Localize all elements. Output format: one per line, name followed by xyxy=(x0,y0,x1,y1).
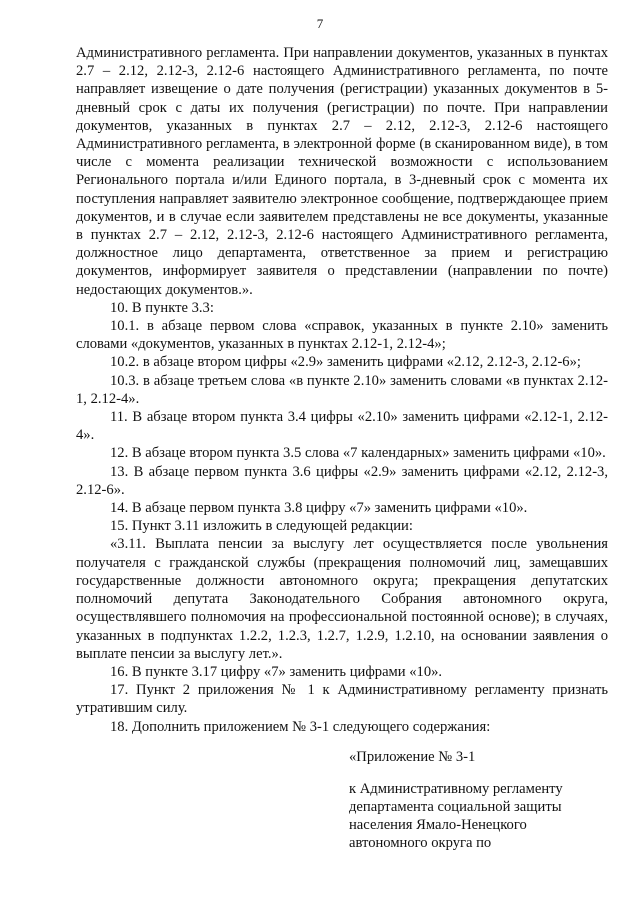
paragraph-item-14: 14. В абзаце первом пункта 3.8 цифру «7» заменить цифрами «10». xyxy=(110,500,528,517)
appendix-line: департамента социальной защиты xyxy=(349,799,562,815)
paragraph-item-17: 17. Пункт 2 приложения № 1 к Административному регламенту признать утратившим силу. xyxy=(76,682,608,717)
paragraph-item-18: 18. Дополнить приложением № 3-1 следующего содержания: xyxy=(110,718,491,735)
paragraph-item-13: 13. В абзаце первом пункта 3.6 цифры «2.9» заменить цифрами «2.12, 2.12-3, 2.12-6». xyxy=(76,463,608,498)
paragraph-item-11: 11. В абзаце втором пункта 3.4 цифры «2.10» заменить цифрами «2.12-1, 2.12-4». xyxy=(76,409,608,444)
paragraph-item-10: 10. В пункте 3.3: xyxy=(110,299,214,316)
document-body xyxy=(76,44,608,736)
paragraph-continuation: Административного регламента. При направлении документов, указанных в пунктах 2.7 – 2.12, 2.12-3, 2.12-6 настоящего Административного регламента, по почте направляет извещение о дате получения (регистрации) указанных документов в 5-дневный срок с даты их получения (регистрации) по почте. При направлении документов, указанных в пунктах 2.7 – 2.12, 2.12-3, 2.12-6 настоящего Административного регламента, в электронной форме (в сканированном виде), в том числе с момента реализации технической возможности с использованием Регионального портала и/или Единого портала, в 3-дневный срок с момента их поступления направляет заявителю электронное сообщение, подтверждающее прием документов, и в случае если заявителем представлены не все документы, указанные в пунктах 2.7 – 2.12, 2.12-3, 2.12-6 настоящего Административного регламента, должностное лицо департамента, ответственное за прием и регистрацию документов, информирует заявителя о представлении (направлении по почте) недостающих документов.». xyxy=(76,45,608,298)
paragraph-item-12: 12. В абзаце втором пункта 3.5 слова «7 календарных» заменить цифрами «10». xyxy=(110,445,606,462)
paragraph-item-10-1: 10.1. в абзаце первом слова «справок, указанных в пункте 2.10» заменить словами «документов, указанных в пунктах 2.12-1, 2.12-4»; xyxy=(76,318,608,353)
page-number: 7 xyxy=(316,16,324,31)
paragraph-quoted-3-11: «3.11. Выплата пенсии за выслугу лет осуществляется после увольнения получателя с гражданской службы (прекращения полномочий лиц, замещавших государственные должности автономного округа; прекращения депутатских полномочий депутата Законодательного Собрания автономного округа, осуществлявшего полномочия на профессиональной постоянной основе); в случаях, указанных в подпунктах 1.2.2, 1.2.3, 1.2.7, 1.2.9, 1.2.10, на основании заявления о выплате пенсии за выслугу лет.». xyxy=(76,536,608,662)
appendix-title: «Приложение № 3-1 xyxy=(349,749,476,765)
paragraph-item-16: 16. В пункте 3.17 цифру «7» заменить цифрами «10». xyxy=(110,663,443,680)
appendix-line: населения Ямало-Ненецкого xyxy=(349,817,527,833)
paragraph-item-10-3: 10.3. в абзаце третьем слова «в пункте 2.10» заменить словами «в пунктах 2.12-1, 2.12-4». xyxy=(76,372,608,407)
appendix-header xyxy=(349,748,609,852)
appendix-line: к Административному регламенту xyxy=(349,781,563,797)
appendix-line: автономного округа по xyxy=(349,835,492,851)
paragraph-item-10-2: 10.2. в абзаце втором цифры «2.9» заменить цифрами «2.12, 2.12-3, 2.12-6»; xyxy=(110,354,581,371)
paragraph-item-15: 15. Пункт 3.11 изложить в следующей редакции: xyxy=(110,518,413,535)
